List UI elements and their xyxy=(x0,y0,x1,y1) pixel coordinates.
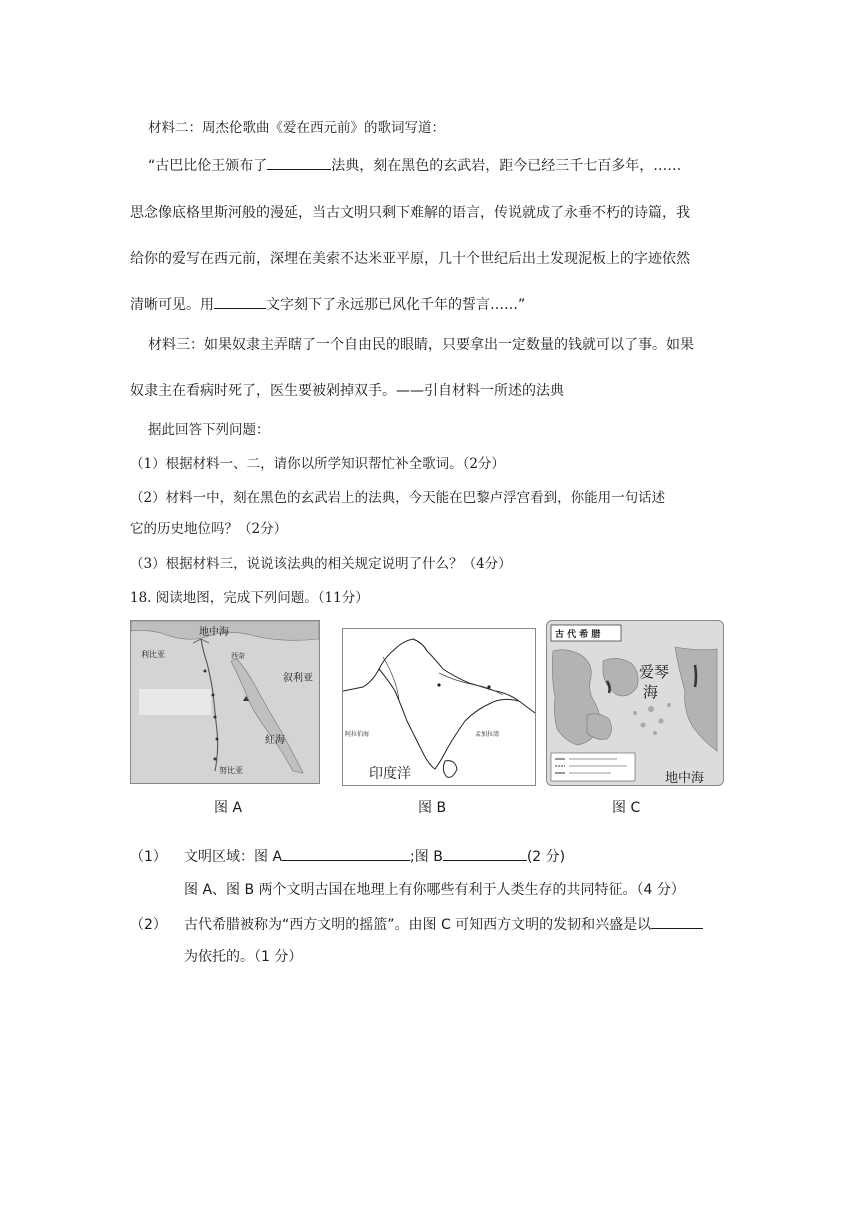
blank-map-b-region[interactable] xyxy=(443,846,527,861)
map-b-label-arabian-sea: 阿拉伯海 xyxy=(345,731,370,738)
map-b xyxy=(342,628,536,786)
lyric-line-4 xyxy=(130,294,525,314)
lyric-line-2: 思念像底格里斯河般的漫延，当古文明只剩下难解的语言，传说就成了永垂不朽的诗篇，我 xyxy=(130,205,690,221)
q18-sub2-text: 古代希腊被称为“西方文明的摇篮”。由图 C 可知西方文明的发韧和兴盛是以 xyxy=(184,917,652,933)
question-18-title: 18. 阅读地图，完成下列问题。（11分） xyxy=(130,590,369,606)
map-b-caption: 图 B xyxy=(418,800,447,816)
q18-sub1-text-a: 文明区域：图 A xyxy=(184,849,283,865)
lyric-blank-script[interactable] xyxy=(214,294,266,309)
question-2-line-1: （2）材料一中，刻在黑色的玄武岩上的法典，今天能在巴黎卢浮宫看到，你能用一句话述 xyxy=(130,490,666,506)
material3-line-1: 材料三：如果奴隶主弄瞎了一个自由民的眼睛，只要拿出一定数量的钱就可以了事。如果 xyxy=(148,337,694,353)
map-c-label-mediterranean: 地中海 xyxy=(665,771,705,786)
q18-sub2-line-1 xyxy=(184,914,703,934)
question-3: （3）根据材料三，说说该法典的相关规定说明了什么？（4分） xyxy=(130,556,512,572)
map-a-label-mediterranean: 地中海 xyxy=(199,627,229,638)
map-c-title: 古 代 希 腊 xyxy=(555,630,601,640)
lyric-blank-code[interactable] xyxy=(267,155,331,170)
map-c-caption: 图 C xyxy=(612,800,641,816)
map-c xyxy=(546,620,724,786)
lyric-line-1-pre: “古巴比伦王颁布了 xyxy=(148,158,268,174)
map-a-graphic xyxy=(131,621,319,783)
lyric-line-4-post: 文字刻下了永远那已风化千年的誓言……” xyxy=(266,297,526,313)
q18-sub1-number: （1） xyxy=(130,849,167,865)
map-b-label-indian-ocean: 印度洋 xyxy=(369,766,411,782)
question-2-line-2: 它的历史地位吗？（2分） xyxy=(130,521,288,537)
q18-sub1-line-1 xyxy=(184,846,565,866)
material2-intro: 材料二：周杰伦歌曲《爱在西元前》的歌词写道： xyxy=(148,120,445,136)
q18-sub1-score: (2 分) xyxy=(526,849,566,865)
map-c-label-aegean-1: 爱琴 xyxy=(639,663,670,681)
lyric-line-1 xyxy=(148,155,681,175)
map-a-caption: 图 A xyxy=(214,800,243,816)
map-a-label-nubia: 努比亚 xyxy=(219,766,243,775)
blank-map-a-region[interactable] xyxy=(282,846,410,861)
q18-sub2-line-2: 为依托的。（1 分） xyxy=(184,949,303,965)
q18-sub2-number: （2） xyxy=(130,917,167,933)
questions-prompt: 据此回答下列问题： xyxy=(148,422,270,438)
material3-line-2: 奴隶主在看病时死了，医生要被剁掉双手。——引自材料一所述的法典 xyxy=(130,383,564,399)
map-a xyxy=(130,620,320,784)
map-b-graphic xyxy=(343,629,535,785)
q18-sub1-text-b: ;图 B xyxy=(410,849,443,865)
q18-sub1-line-2: 图 A、图 B 两个文明古国在地理上有你哪些有利于人类生存的共同特征。（4 分） xyxy=(184,882,685,898)
map-b-label-bay-of-bengal: 孟加拉湾 xyxy=(475,731,500,738)
lyric-line-3: 给你的爱写在西元前，深埋在美索不达米亚平原，几十个世纪后出土发现泥板上的字迹依然 xyxy=(130,251,690,267)
map-c-graphic xyxy=(547,621,723,785)
map-a-label-red-sea: 紅海 xyxy=(265,735,285,746)
lyric-line-4-pre: 清晰可见。用 xyxy=(130,297,214,313)
map-a-label-sinai: 西奈 xyxy=(231,652,245,660)
blank-western-civilization-basis[interactable] xyxy=(651,914,703,929)
map-c-label-aegean-2: 海 xyxy=(643,683,659,701)
lyric-line-1-post: 法典，刻在黑色的玄武岩，距今已经三千七百多年，…… xyxy=(331,158,682,174)
question-1: （1）根据材料一、二，请你以所学知识帮忙补全歌词。（2分） xyxy=(130,456,505,472)
map-a-label-syria: 叙利亚 xyxy=(283,673,313,684)
map-a-label-libya: 利比亚 xyxy=(141,650,165,659)
